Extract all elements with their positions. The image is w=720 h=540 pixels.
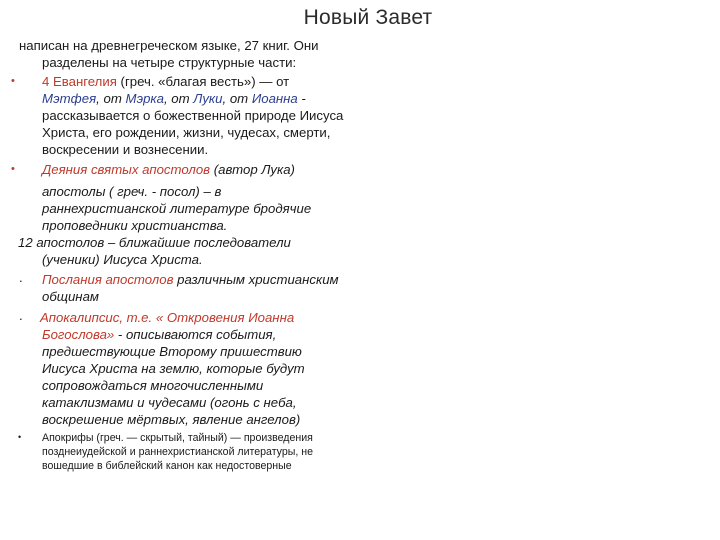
slide-title: Новый Завет bbox=[303, 6, 433, 29]
acts-line-1: Деяния святых апостолов (автор Лука) bbox=[42, 162, 295, 177]
intro-line-1: написан на древнегреческом языке, 27 книг. Они bbox=[19, 38, 319, 53]
gospels-line-4: Христа, его рождении, жизни, чудесах, смерти, bbox=[42, 125, 331, 140]
acts-line-5: 12 апостолов – ближайшие последователи bbox=[18, 235, 291, 250]
bullet-epistles: . bbox=[19, 270, 23, 285]
gospels-line-1: 4 Евангелия (греч. «благая весть») — от bbox=[42, 74, 290, 89]
bullet-apocalypse: . bbox=[19, 308, 23, 323]
gospels-link[interactable]: 4 Евангелия bbox=[42, 74, 117, 89]
acts-line-6: (ученики) Иисуса Христа. bbox=[42, 252, 203, 267]
acts-line-3: раннехристианской литературе бродячие bbox=[42, 201, 312, 216]
apocrypha-line-1: Апокрифы (греч. — скрытый, тайный) — произведения bbox=[42, 432, 313, 444]
apocrypha-line-2: позднеиудейской и раннехристианской литературы, не bbox=[42, 446, 313, 458]
gospels-line-2: Мэтфея, от Мэрка, от Луки, от Иоанна - bbox=[42, 91, 306, 106]
apocalypse-line-6: катаклизмами и чудесами (огонь с неба, bbox=[42, 395, 297, 410]
apocalypse-line-2: Богослова» - описываются события, bbox=[42, 327, 277, 342]
acts-line-2: апостолы ( греч. - посол) – в bbox=[42, 184, 222, 199]
apocalypse-line-1[interactable]: Апокалипсис, т.е. « Откровения Иоанна bbox=[40, 310, 295, 325]
acts-link[interactable]: Деяния святых апостолов bbox=[42, 162, 211, 177]
gospels-line-5: воскресении и вознесении. bbox=[42, 142, 209, 157]
acts-line-4: проповедники христианства. bbox=[42, 218, 228, 233]
john-link[interactable]: Иоанна bbox=[251, 91, 298, 106]
apocalypse-line-3: предшествующие Второму пришествию bbox=[42, 344, 302, 359]
mark-link[interactable]: Мэрка bbox=[125, 91, 164, 106]
epistles-link[interactable]: Послания апостолов bbox=[42, 272, 174, 287]
apocalypse-line-7: воскрешение мёртвых, явление ангелов) bbox=[42, 412, 301, 427]
intro-line-2: разделены на четыре структурные части: bbox=[42, 55, 297, 70]
bullet-gospels: • bbox=[11, 75, 15, 87]
bullet-apocrypha: • bbox=[18, 432, 22, 442]
matthew-link[interactable]: Мэтфея bbox=[42, 91, 97, 106]
apocalypse-line-4: Иисуса Христа на землю, которые будут bbox=[42, 361, 305, 376]
gospels-line-3: рассказывается о божественной природе Иисуса bbox=[42, 108, 344, 123]
apocalypse-link-2[interactable]: Богослова» bbox=[42, 327, 115, 342]
epistles-line-1: Послания апостолов различным христианским bbox=[42, 272, 339, 287]
apocrypha-line-3: вошедшие в библейский канон как недостоверные bbox=[42, 460, 292, 472]
epistles-line-2: общинам bbox=[42, 289, 99, 304]
apocalypse-line-5: сопровождаться многочисленными bbox=[42, 378, 264, 393]
luke-link[interactable]: Луки bbox=[193, 91, 223, 106]
bullet-acts: • bbox=[11, 163, 15, 175]
